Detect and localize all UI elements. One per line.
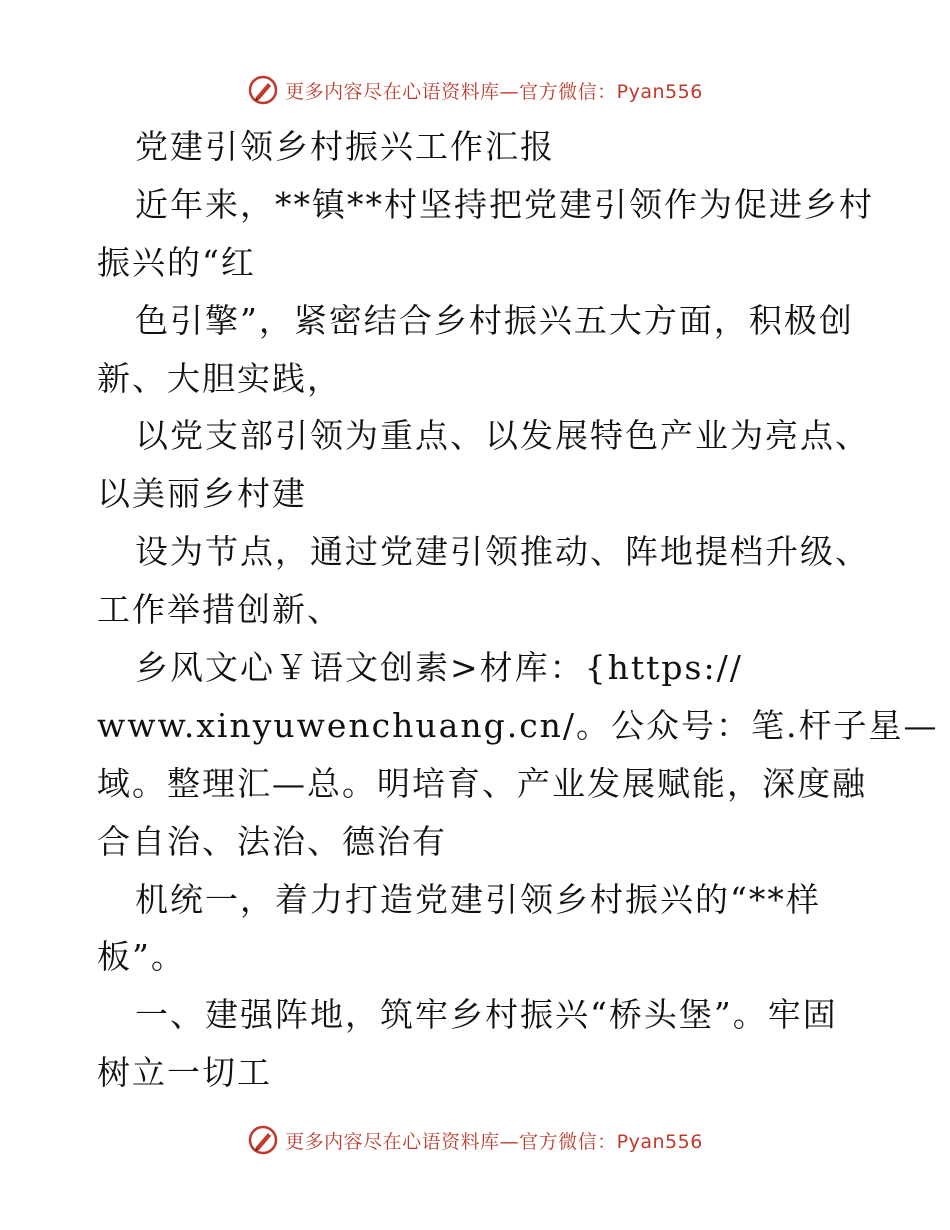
paragraph-line: 乡风文心￥语文创素>材库：{https://: [135, 648, 743, 688]
pen-logo-icon: [247, 74, 279, 106]
doc-title: 党建引领乡村振兴工作汇报: [135, 127, 555, 166]
watermark-text: 更多内容尽在心语资料库—官方微信：Pyan556: [285, 80, 703, 103]
header-watermark: [0, 70, 950, 110]
section-heading-line: 一、建强阵地，筑牢乡村振兴“桥头堡”。牢固: [135, 995, 838, 1035]
paragraph-line: www.xinyuwenchuang.cn/。公众号：笔.杆子星—: [97, 705, 939, 745]
watermark-text: 更多内容尽在心语资料库—官方微信：Pyan556: [285, 1130, 703, 1153]
paragraph-line: 色引擎”，紧密结合乡村振兴五大方面，积极创: [135, 300, 854, 340]
paragraph-line: 域。整理汇—总。明培育、产业发展赋能，深度融: [97, 763, 867, 803]
document-body: [97, 118, 939, 1102]
paragraph-line: 近年来，**镇**村坚持把党建引领作为促进乡村: [135, 184, 874, 224]
paragraph-line: 以党支部引领为重点、以发展特色产业为亮点、: [135, 416, 870, 456]
paragraph-line: 树立一切工: [97, 1053, 272, 1093]
paragraph-line: 新、大胆实践，: [97, 358, 342, 398]
paragraph-line: 工作举措创新、: [97, 590, 342, 630]
pen-logo-icon: [247, 1124, 279, 1156]
footer-watermark: [0, 1120, 950, 1160]
paragraph-line: 设为节点，通过党建引领推动、阵地提档升级、: [135, 532, 870, 572]
paragraph-line: 以美丽乡村建: [97, 474, 307, 514]
paragraph-line: 振兴的“红: [97, 242, 256, 282]
paragraph-line: 板”。: [97, 937, 186, 977]
paragraph-line: 合自治、法治、德治有: [97, 821, 447, 861]
paragraph-line: 机统一，着力打造党建引领乡村振兴的“**样: [135, 879, 821, 919]
